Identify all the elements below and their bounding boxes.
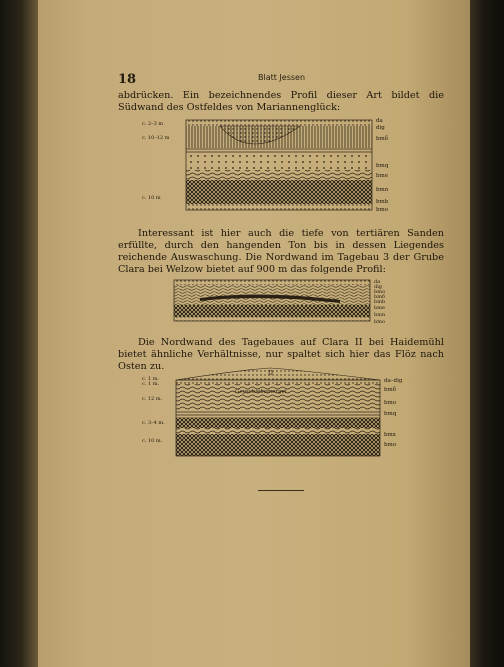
profile-layer — [176, 380, 380, 384]
page-number: 18 — [118, 72, 137, 87]
layer-code: bmn — [374, 312, 386, 318]
profile-layer — [174, 317, 370, 321]
profile-layer — [186, 148, 372, 154]
depth-label: c. 10 m. — [142, 438, 163, 444]
depth-label: c. 1 m. — [142, 381, 160, 387]
profile-layer — [186, 204, 372, 210]
layer-code: bme — [376, 173, 388, 179]
layer-code: dig — [374, 284, 383, 290]
paragraph: Interessant ist hier auch die tiefe von tertiären Sanden erfüllte, durch den hangenden Ton bis in dessen Liegendes reichende Auswaschung. Die Nordwand im Tagebau 3 der Grube Clara bei Welzow bietet auf 900 m das folgende Profil: — [118, 228, 444, 275]
depth-label: c. 2–3 m — [142, 121, 164, 127]
profile-layer — [186, 154, 372, 170]
layer-code: bmo — [384, 400, 397, 406]
paragraph: Die Nordwand des Tagebaues auf Clara II bei Haidemühl bietet ähnliche Verhältnisse, nur spaltet sich hier das Flöz nach Osten zu. — [118, 337, 444, 372]
layer-code: bmo — [374, 319, 385, 325]
geological-profile-figure — [140, 276, 410, 328]
layer-code: bmq — [376, 163, 389, 169]
layer-code: bmo — [374, 289, 385, 295]
profile-layer — [174, 280, 370, 285]
geological-profile-figure — [140, 112, 410, 222]
layer-code: bmδ — [376, 136, 389, 142]
section-rule — [258, 490, 304, 491]
lignite-seam — [176, 434, 380, 456]
lignite-seam — [186, 180, 372, 204]
layer-code: bmδ — [384, 387, 397, 393]
book-gutter — [470, 0, 504, 667]
layer-symbol: D — [268, 370, 273, 377]
lignite-seam — [176, 418, 380, 428]
paragraph: abdrücken. Ein bezeichnendes Profil dieser Art bildet die Südwand des Ostfeldes von Mariannenglück: — [118, 90, 444, 113]
geological-profile-figure — [140, 366, 420, 466]
layer-code: da — [376, 118, 383, 124]
profile-layer — [176, 384, 380, 410]
layer-code: da — [374, 279, 381, 285]
lignite-seam — [174, 305, 370, 317]
layer-code: bmo — [376, 207, 389, 213]
depth-label: c. 10 m — [142, 195, 161, 201]
profile-layer — [176, 428, 380, 434]
depth-label: c. 1 m. — [142, 376, 160, 382]
layer-code: dig — [376, 125, 385, 131]
layer-code: bmx — [384, 432, 396, 438]
profile-layer — [186, 120, 372, 126]
layer-code: bmo — [384, 442, 397, 448]
book-left-edge — [0, 0, 38, 667]
layer-code: bmq — [384, 411, 397, 417]
layer-code: da–dig — [384, 378, 403, 384]
layer-code: bmδ — [374, 294, 385, 300]
profile-layer — [186, 170, 372, 180]
profile-layer — [176, 410, 380, 418]
running-head: Blatt Jessen — [258, 73, 306, 82]
layer-code: bme — [374, 305, 385, 311]
layer-code: bmb — [376, 199, 389, 205]
depth-label: c. 3–4 m. — [142, 420, 165, 426]
dune-mound — [176, 368, 380, 380]
depth-label: c. 12 m. — [142, 396, 163, 402]
layer-code: bmn — [376, 187, 389, 193]
depth-label: c. 10–12 m — [142, 135, 170, 141]
layer-name: Geyschiebemergel — [235, 389, 287, 395]
layer-code: bmb — [374, 299, 386, 305]
